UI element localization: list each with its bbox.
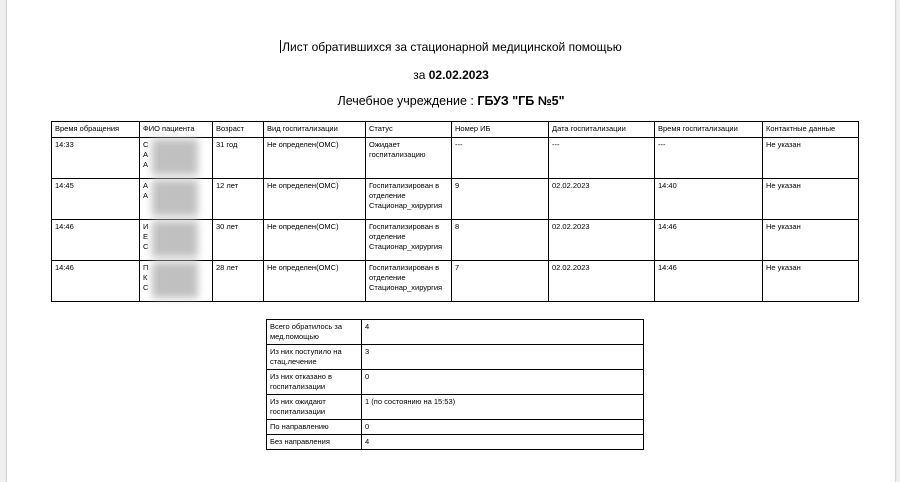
cell-age: 30 лет: [213, 220, 264, 261]
cell-hosp-date: ---: [549, 138, 655, 179]
institution-line: [7, 94, 895, 108]
name-initial: И: [143, 222, 149, 231]
redaction-blur: [152, 180, 198, 216]
document-title: Лист обратившихся за стационарной медицинской помощью: [282, 40, 622, 54]
institution-name: ГБУЗ "ГБ №5": [477, 94, 565, 108]
summary-value: 4: [362, 435, 644, 450]
cell-status: Ожидает госпитализацию: [366, 138, 452, 179]
institution-prefix: Лечебное учреждение :: [337, 94, 474, 108]
patients-table: [51, 121, 859, 302]
redaction-blur: [152, 221, 198, 257]
cell-age: 31 год: [213, 138, 264, 179]
cell-status: Госпитализирован в отделение Стационар_хирургия: [366, 220, 452, 261]
cell-ib-number: ---: [452, 138, 549, 179]
summary-label: По направлению: [267, 420, 362, 435]
column-header: Вид госпитализации: [264, 122, 366, 138]
summary-row: [267, 370, 644, 395]
cell-hosp-type: Не определен(ОМС): [264, 220, 366, 261]
cell-patient-name: [140, 261, 213, 302]
column-header: Возраст: [213, 122, 264, 138]
name-initial: А: [143, 160, 149, 169]
cell-patient-name: [140, 220, 213, 261]
table-header-row: [52, 122, 859, 138]
cell-age: 12 лет: [213, 179, 264, 220]
column-header: Номер ИБ: [452, 122, 549, 138]
summary-label: Из них отказано в госпитализации: [267, 370, 362, 395]
summary-label: Всего обратилось за мед.помощью: [267, 320, 362, 345]
cell-hosp-type: Не определен(ОМС): [264, 261, 366, 302]
name-initial: К: [143, 273, 148, 282]
name-initial: А: [143, 150, 149, 159]
table-row: [52, 261, 859, 302]
column-header: Дата госпитализации: [549, 122, 655, 138]
redaction-blur: [152, 139, 198, 175]
column-header: Время обращения: [52, 122, 140, 138]
summary-value: 4: [362, 320, 644, 345]
cell-ib-number: 7: [452, 261, 549, 302]
table-row: [52, 220, 859, 261]
table-row: [52, 138, 859, 179]
table-row: [52, 179, 859, 220]
summary-value: 0: [362, 420, 644, 435]
cell-contact: Не указан: [763, 220, 859, 261]
cell-time: 14:45: [52, 179, 140, 220]
column-header: Время госпитализации: [655, 122, 763, 138]
cell-time: 14:46: [52, 261, 140, 302]
cell-status: Госпитализирован в отделение Стационар_хирургия: [366, 179, 452, 220]
summary-value: 1 (по состоянию на 15:53): [362, 395, 644, 420]
name-initial: А: [143, 191, 149, 200]
cell-hosp-time: 14:46: [655, 261, 763, 302]
cell-hosp-type: Не определен(ОМС): [264, 138, 366, 179]
cell-hosp-date: 02.02.2023: [549, 179, 655, 220]
cell-hosp-date: 02.02.2023: [549, 220, 655, 261]
document-page: [6, 0, 896, 482]
summary-row: [267, 345, 644, 370]
summary-row: [267, 435, 644, 450]
name-initial: А: [143, 181, 149, 190]
summary-label: Из них ожидают госпитализации: [267, 395, 362, 420]
summary-table: [266, 319, 644, 450]
name-initial: С: [143, 140, 149, 149]
cell-contact: Не указан: [763, 138, 859, 179]
cell-hosp-type: Не определен(ОМС): [264, 179, 366, 220]
cell-hosp-time: 14:46: [655, 220, 763, 261]
column-header: Статус: [366, 122, 452, 138]
cell-ib-number: 8: [452, 220, 549, 261]
summary-label: Из них поступило на стац.лечение: [267, 345, 362, 370]
summary-label: Без направления: [267, 435, 362, 450]
report-date: 02.02.2023: [428, 68, 489, 82]
name-initial: С: [143, 283, 149, 292]
summary-value: 3: [362, 345, 644, 370]
summary-value: 0: [362, 370, 644, 395]
cell-hosp-time: ---: [655, 138, 763, 179]
name-initial: С: [143, 242, 149, 251]
column-header: ФИО пациента: [140, 122, 213, 138]
cell-time: 14:46: [52, 220, 140, 261]
redaction-blur: [152, 262, 198, 298]
cell-time: 14:33: [52, 138, 140, 179]
cell-patient-name: [140, 138, 213, 179]
cell-hosp-time: 14:40: [655, 179, 763, 220]
cell-age: 28 лет: [213, 261, 264, 302]
cell-hosp-date: 02.02.2023: [549, 261, 655, 302]
cell-patient-name: [140, 179, 213, 220]
cell-contact: Не указан: [763, 261, 859, 302]
summary-row: [267, 395, 644, 420]
name-initial: П: [143, 263, 149, 272]
cell-contact: Не указан: [763, 179, 859, 220]
report-date-line: [7, 68, 895, 82]
cell-ib-number: 9: [452, 179, 549, 220]
summary-row: [267, 420, 644, 435]
column-header: Контактные данные: [763, 122, 859, 138]
name-initial: Е: [143, 232, 149, 241]
date-prefix: за: [413, 68, 426, 82]
cell-status: Госпитализирован в отделение Стационар_хирургия: [366, 261, 452, 302]
summary-row: [267, 320, 644, 345]
